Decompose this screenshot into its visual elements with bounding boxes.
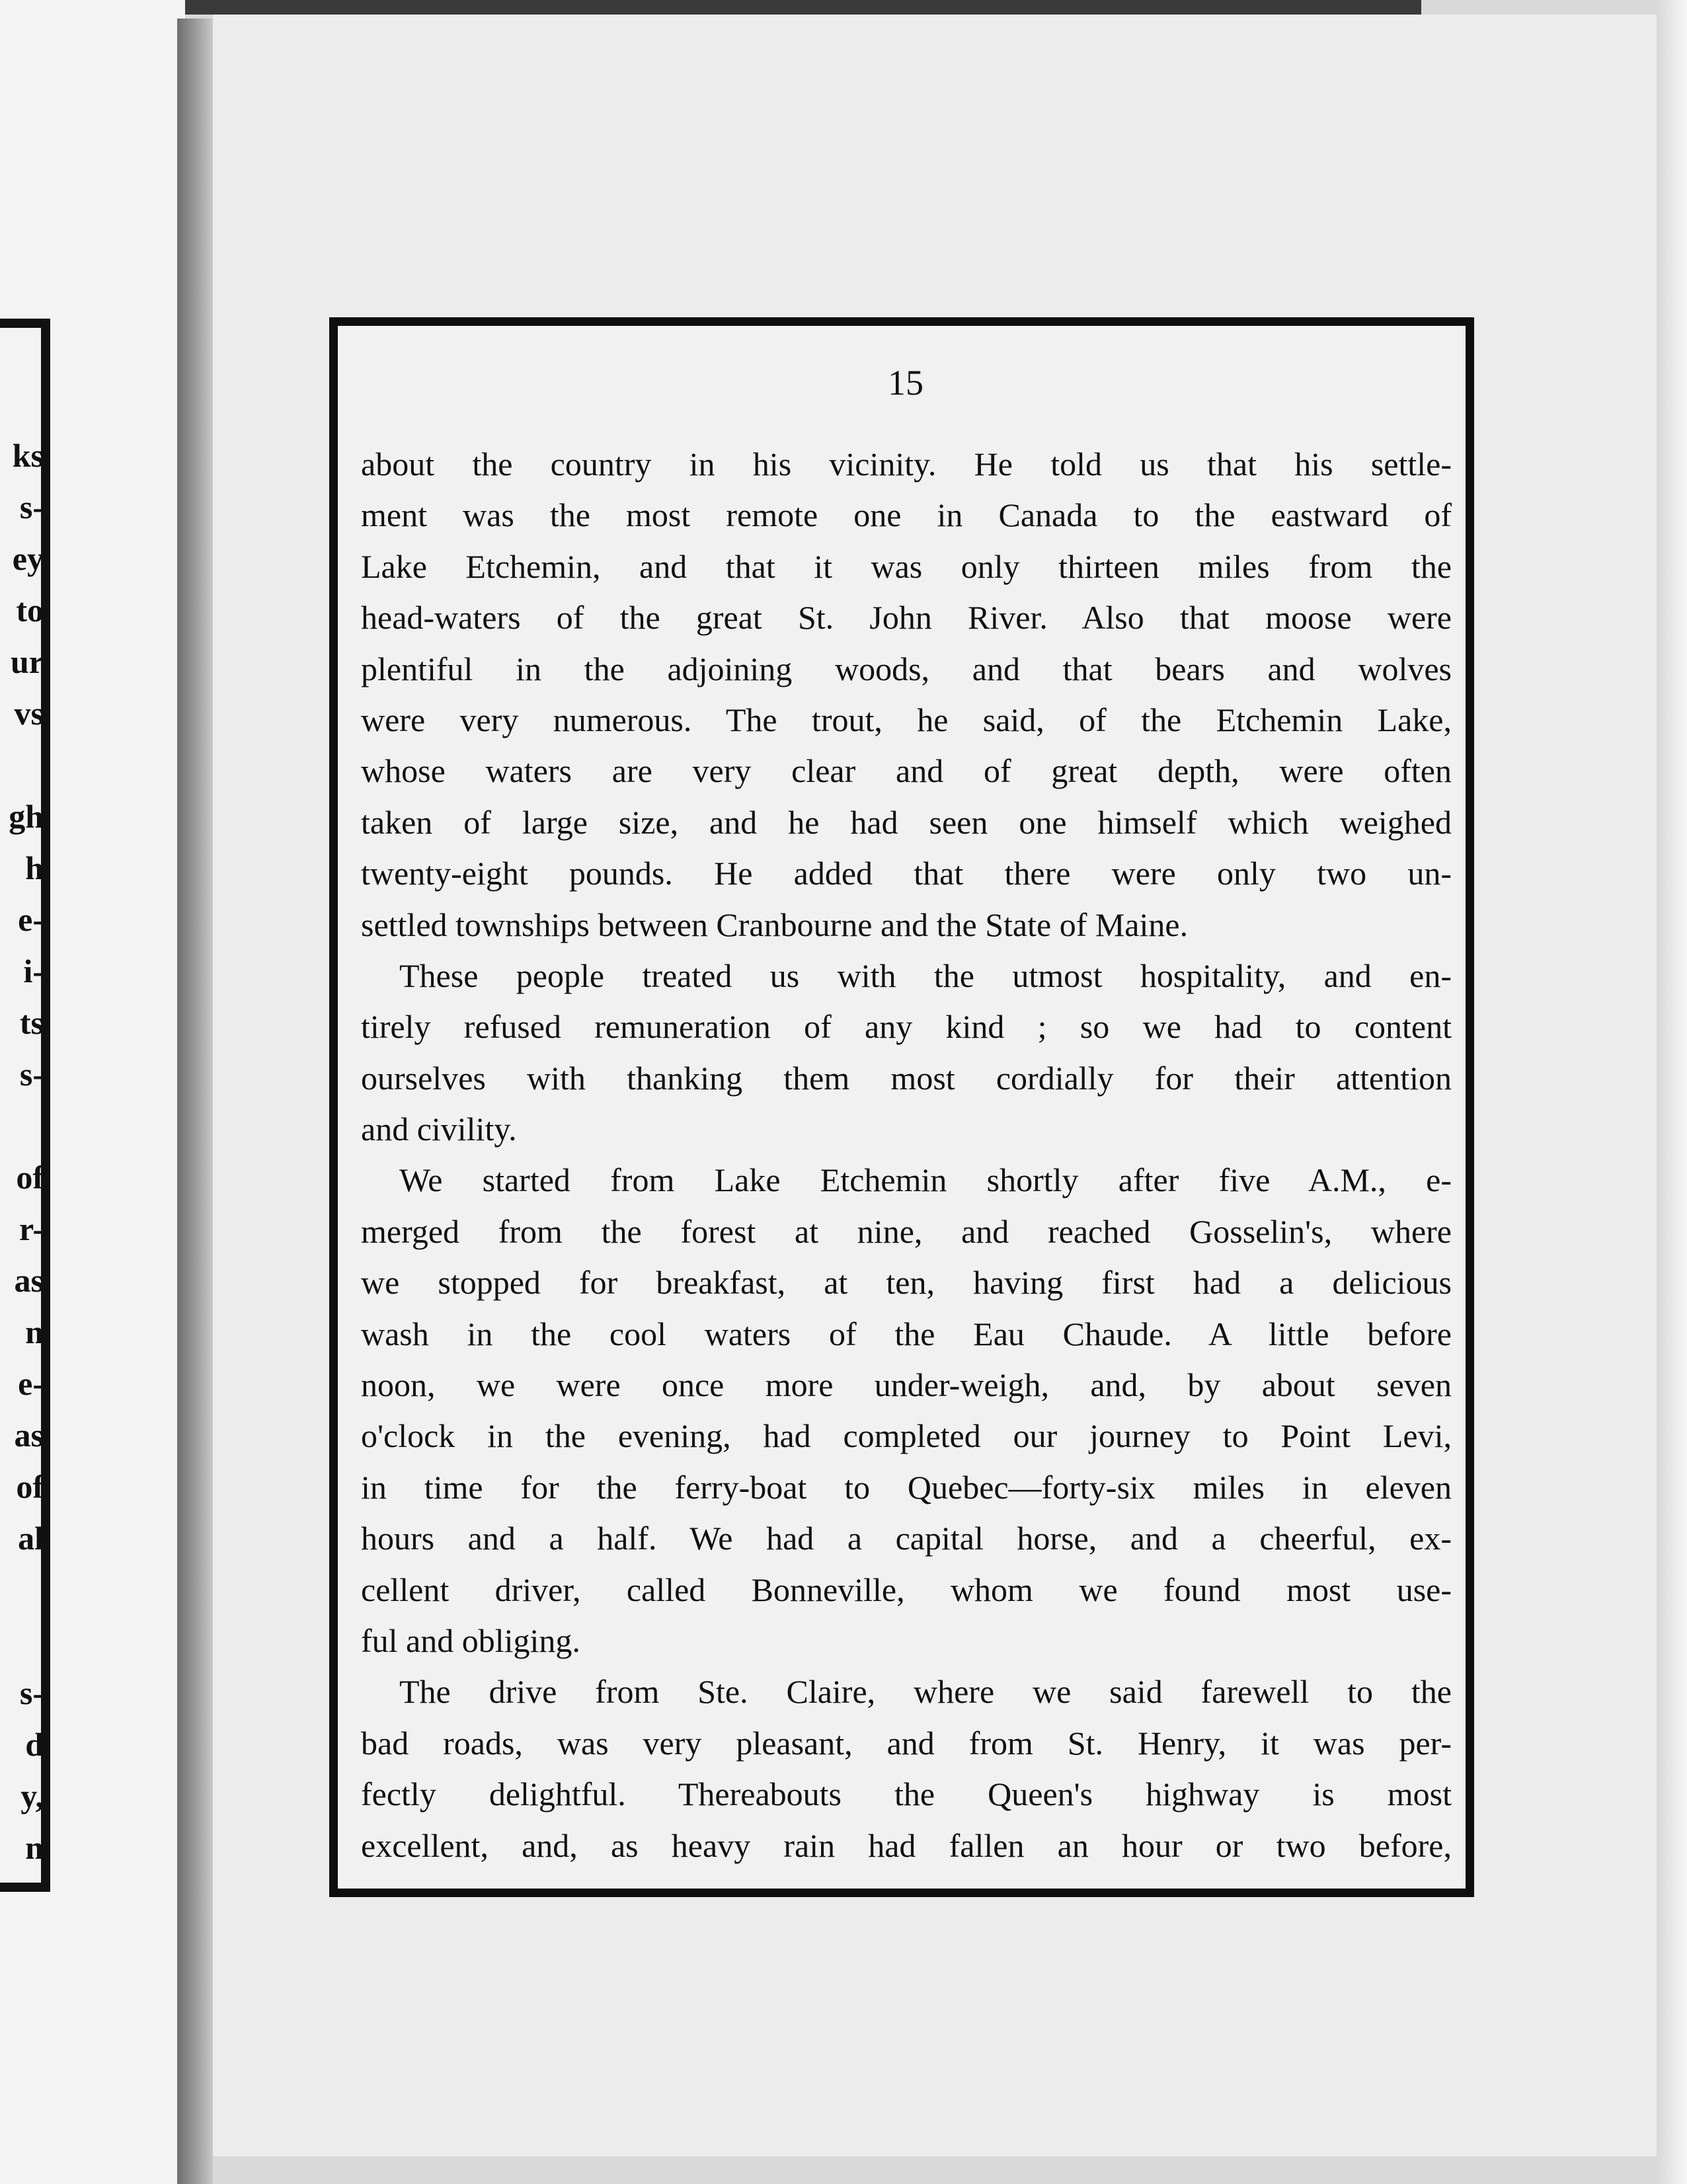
text-line: The drive from Ste. Claire, where we said farewell to the: [399, 1673, 1452, 1711]
text-line: We started from Lake Etchemin shortly after five A.M., e-: [399, 1161, 1452, 1199]
previous-page: [0, 0, 185, 2184]
previous-page-fragment: as: [14, 1417, 44, 1454]
text-line: settled townships between Cranbourne and the State of Maine.: [361, 906, 1189, 943]
previous-page-fragment: ey: [12, 540, 44, 577]
previous-page-fragment: s-: [19, 1674, 44, 1711]
previous-page-fragment: [0, 1100, 44, 1151]
text-line: excellent, and, as heavy rain had fallen an hour or two before,: [361, 1826, 1452, 1864]
text-line: cellent driver, called Bonneville, whom we found most use-: [361, 1571, 1452, 1608]
previous-page-fragment: i-: [23, 953, 44, 990]
text-line: fectly delightful. Thereabouts the Queen's highway is most: [361, 1775, 1452, 1813]
text-line: hours and a half. We had a capital horse, and a cheerful, ex-: [361, 1520, 1452, 1557]
text-line: ourselves with thanking them most cordially for their attention: [361, 1059, 1452, 1097]
text-line: bad roads, was very pleasant, and from St. Henry, it was per-: [361, 1724, 1452, 1762]
previous-page-fragment: s-: [19, 1056, 44, 1093]
previous-page-fragment: ur: [11, 643, 44, 680]
previous-page-fragment: n: [25, 1313, 44, 1350]
text-line: whose waters are very clear and of great depth, were often: [361, 752, 1452, 790]
text-line: These people treated us with the utmost hospitality, and en-: [399, 956, 1452, 994]
paragraph: [361, 951, 1452, 1155]
previous-page-text-fragments: [0, 430, 44, 1873]
previous-page-fragment: n: [25, 1829, 44, 1866]
previous-page-fragment: al: [18, 1520, 44, 1557]
previous-page-fragment: of: [16, 1159, 44, 1196]
previous-page-fragment: r-: [19, 1210, 44, 1247]
previous-page-fragment: y,: [20, 1777, 44, 1814]
previous-page-fragment: vs: [14, 695, 44, 732]
text-line: plentiful in the adjoining woods, and that bears and wolves: [361, 650, 1452, 687]
previous-page-fragment: of: [16, 1468, 44, 1505]
text-line: and civility.: [361, 1111, 517, 1148]
text-line: Lake Etchemin, and that it was only thirteen miles from the: [361, 547, 1452, 585]
text-line: twenty-eight pounds. He added that there were only two un-: [361, 855, 1452, 892]
text-line: about the country in his vicinity. He told us that his settle-: [361, 446, 1452, 483]
text-line: merged from the forest at nine, and reached Gosselin's, where: [361, 1212, 1452, 1250]
body-text: [361, 439, 1452, 1871]
text-line: in time for the ferry-boat to Quebec—forty-six miles in eleven: [361, 1468, 1452, 1506]
book-gutter-shadow: [177, 19, 213, 2184]
text-line: head-waters of the great St. John River. Also that moose were: [361, 599, 1452, 637]
previous-page-fragment: ks: [12, 437, 44, 474]
text-line: were very numerous. The trout, he said, of the Etchemin Lake,: [361, 701, 1452, 738]
previous-page-fragment: [0, 1616, 44, 1667]
scan-top-edge: [165, 0, 1421, 15]
paragraph: [361, 439, 1452, 951]
paragraph: [361, 1666, 1452, 1871]
previous-page-fragment: [0, 739, 44, 791]
previous-page-fragment: e-: [18, 1365, 44, 1402]
previous-page-fragment: gh: [9, 798, 44, 835]
text-line: ful and obliging.: [361, 1621, 580, 1659]
previous-page-fragment: h: [25, 849, 44, 886]
scan-right-edge: [1657, 0, 1687, 2184]
previous-page-fragment: e-: [18, 901, 44, 938]
text-line: taken of large size, and he had seen one himself which weighed: [361, 803, 1452, 841]
paragraph: [361, 1155, 1452, 1666]
previous-page-fragment: ts: [19, 1004, 44, 1041]
previous-page-fragment: as: [14, 1262, 44, 1299]
text-line: noon, we were once more under-weigh, and, by about seven: [361, 1366, 1452, 1404]
previous-page-fragment: to: [16, 592, 44, 629]
previous-page-fragment: [0, 1564, 44, 1616]
text-line: we stopped for breakfast, at ten, having first had a delicious: [361, 1264, 1452, 1302]
previous-page-fragment: d: [25, 1726, 44, 1763]
text-line: ment was the most remote one in Canada to the eastward of: [361, 496, 1452, 534]
text-line: wash in the cool waters of the Eau Chaude. A little before: [361, 1315, 1452, 1352]
page-number: 15: [888, 363, 923, 403]
previous-page-fragment: s-: [19, 488, 44, 526]
text-line: o'clock in the evening, had completed our journey to Point Levi,: [361, 1417, 1452, 1455]
text-line: tirely refused remuneration of any kind ; so we had to content: [361, 1008, 1452, 1046]
